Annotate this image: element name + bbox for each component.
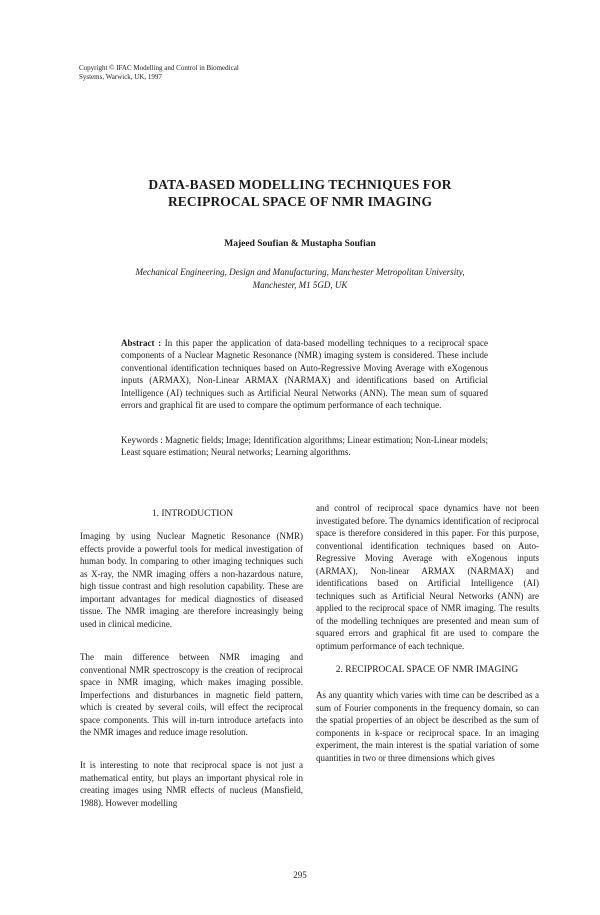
abstract-label: Abstract : — [121, 338, 162, 348]
page-number: 295 — [293, 870, 307, 880]
copyright-notice — [79, 64, 299, 82]
intro-continuation: and control of reciprocal space dynamics have not been investigated before. The dynamics identification of reciprocal space is therefore considered in this paper. For this purpose, conventional identification techniques based on Auto-Regressive Moving Average with eXogenous inputs (ARMAX), Non-linear ARMAX (NARMAX) and identifications based on Artificial Intelligence (AI) techniques such as Artificial Neural Networks (ANN) are applied to the reciprocal space of NMR imaging. The results of the modelling techniques are presented and mean sum of squared errors and graphical fit are used to compare the optimum performance of each technique. — [316, 503, 539, 651]
affiliation-line-2: Manchester, M1 5GD, UK — [252, 280, 348, 290]
affiliation — [100, 266, 500, 292]
copyright-line-1: Copyright © IFAC Modelling and Control in Biomedical — [79, 64, 239, 72]
abstract — [121, 337, 488, 411]
intro-paragraph-1: Imaging by using Nuclear Magnetic Resonance (NMR) effects provide a powerful tools for medical investigation of human body. In comparing to other imaging techniques such as X-ray, the NMR imaging offers a non-hazardous nature, high tissue contrast and high resolution capability. These are important advantages for medical diagnostics of diseased tissue. The NMR imaging are therefore increasingly being used in clinical medicine. — [80, 531, 303, 629]
intro-paragraph-2: The main difference between NMR imaging and conventional NMR spectroscopy is the creation of reciprocal space in NMR imaging, which makes imaging possible. Imperfections and disturbances in magnetic field pattern, which is created by several coils, will effect the reciprocal space components. This will in-turn introduce artefacts into the NMR images and reduce image resolution. — [80, 652, 303, 737]
authors: Majeed Soufian & Mustapha Soufian — [224, 239, 376, 249]
keywords-label: Keywords : — [121, 435, 163, 445]
title-line-1: DATA-BASED MODELLING TECHNIQUES FOR — [148, 177, 452, 192]
title-line-2: RECIPROCAL SPACE OF NMR IMAGING — [167, 194, 433, 209]
section-2-heading: 2. RECIPROCAL SPACE OF NMR IMAGING — [335, 665, 519, 675]
section-2-paragraph: As any quantity which varies with time can be described as a sum of Fourier components in the frequency domain, so can the spatial properties of an object be described as the sum of components in k-space or reciprocal space. In an imaging experiment, the main interest is the spatial variation of some quantities in two or three dimensions which gives — [316, 690, 539, 763]
section-1-heading: 1. INTRODUCTION — [151, 509, 234, 519]
keywords — [121, 434, 488, 459]
intro-paragraph-3: It is interesting to note that reciprocal space is not just a mathematical entity, but plays an important physical role in creating images using NMR effects of nucleus (Mansfield, 1988). However modelling — [80, 760, 303, 808]
affiliation-line-1: Mechanical Engineering, Design and Manufacturing, Manchester Metropolitan University, — [135, 267, 465, 277]
keywords-text: Magnetic fields; Image; Identification algorithms; Linear estimation; Non-Linear models; Least square estimation; Neural networks; Learning algorithms. — [121, 435, 489, 458]
abstract-text: In this paper the application of data-based modelling techniques to a reciprocal space components of a Nuclear Magnetic Resonance (NMR) imaging system is considered. These include conventional identification techniques based on Auto-Regressive Moving Average with eXogenous inputs (ARMAX), Non-Linear ARMAX (NARMAX) and identifications based on Artificial Intelligence (AI) techniques such as Artificial Neural Networks (ANN). The mean sum of squared errors and graphical fit are used to compare the optimum performance of each technique. — [121, 338, 488, 411]
paper-title — [70, 176, 530, 210]
copyright-line-2: Systems, Warwick, UK, 1997 — [79, 73, 162, 81]
